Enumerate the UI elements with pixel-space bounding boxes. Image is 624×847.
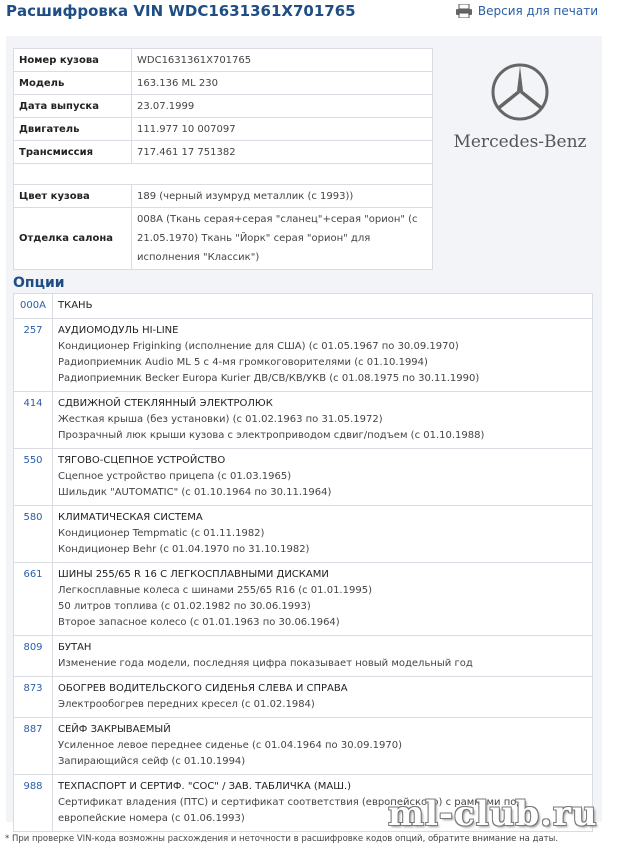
- option-code-link[interactable]: 257: [14, 319, 53, 392]
- spec-value: 163.136 ML 230: [132, 72, 433, 95]
- spec-value: 111.977 10 007097: [132, 118, 433, 141]
- option-description: [53, 506, 593, 563]
- option-code-link[interactable]: 809: [14, 636, 53, 677]
- option-detail: Сертификат владения (ПТС) и сертификат соответствия (европейского) с рамками под европейские номера (с 01.06.1993): [58, 797, 524, 824]
- option-description: [53, 449, 593, 506]
- option-title: ТКАНЬ: [58, 300, 93, 311]
- spec-spacer: [14, 164, 433, 185]
- option-detail: Запирающийся сейф (с 01.10.1994): [58, 756, 246, 767]
- spec-spacer-row: [14, 164, 433, 185]
- mercedes-benz-logo: [440, 62, 600, 172]
- spec-label: Цвет кузова: [14, 185, 132, 208]
- spec-row: [14, 141, 433, 164]
- spec-row: [14, 49, 433, 72]
- option-code-link[interactable]: 988: [14, 775, 53, 832]
- brand-name: Mercedes-Benz: [453, 132, 587, 152]
- option-row: [14, 506, 593, 563]
- vehicle-spec-table: [13, 48, 433, 270]
- option-detail: Второе запасное колесо (с 01.01.1963 по 30.06.1964): [58, 617, 340, 628]
- site-watermark: ml-club.ru: [388, 794, 598, 834]
- option-detail: Изменение года модели, последняя цифра показывает новый модельный год: [58, 658, 473, 669]
- option-title: ТЕХПАСПОРТ И СЕРТИФ. "СОС" / ЗАВ. ТАБЛИЧКА (МАШ.): [58, 781, 352, 792]
- option-title: ОБОГРЕВ ВОДИТЕЛЬСКОГО СИДЕНЬЯ СЛЕВА И СПРАВА: [58, 683, 348, 694]
- options-table: [13, 293, 593, 832]
- option-code-link[interactable]: 414: [14, 392, 53, 449]
- option-row: [14, 449, 593, 506]
- spec-row: [14, 208, 433, 270]
- spec-row: [14, 72, 433, 95]
- spec-value: 717.461 17 751382: [132, 141, 433, 164]
- mercedes-star-icon: [490, 62, 550, 122]
- spec-label: Номер кузова: [14, 49, 132, 72]
- spec-row: [14, 95, 433, 118]
- option-title: БУТАН: [58, 642, 92, 653]
- option-detail: Радиоприемник Audio ML 5 с 4-мя громкоговорителями (с 01.10.1994): [58, 357, 428, 368]
- option-row: [14, 294, 593, 319]
- option-description: [53, 392, 593, 449]
- option-detail: Сцепное устройство прицепа (с 01.03.1965): [58, 471, 292, 482]
- spec-value: WDC1631361X701765: [132, 49, 433, 72]
- option-code-link[interactable]: 873: [14, 677, 53, 718]
- print-version-link[interactable]: [455, 4, 598, 18]
- option-code-link[interactable]: 887: [14, 718, 53, 775]
- option-detail: Кондиционер Behr (с 01.04.1970 по 31.10.1982): [58, 544, 310, 555]
- option-code-link[interactable]: 550: [14, 449, 53, 506]
- option-detail: Кондиционер Friginking (исполнение для США) (с 01.05.1967 по 30.09.1970): [58, 341, 459, 352]
- option-row: [14, 636, 593, 677]
- print-version-label[interactable]: Версия для печати: [477, 4, 598, 18]
- spec-row: [14, 185, 433, 208]
- spec-label: Двигатель: [14, 118, 132, 141]
- option-title: КЛИМАТИЧЕСКАЯ СИСТЕМА: [58, 512, 203, 523]
- option-row: [14, 718, 593, 775]
- option-title: ТЯГОВО-СЦЕПНОЕ УСТРОЙСТВО: [58, 455, 226, 466]
- option-detail: Шильдик "AUTOMATIC" (с 01.10.1964 по 30.11.1964): [58, 487, 332, 498]
- option-row: [14, 563, 593, 636]
- printer-icon: [455, 4, 473, 18]
- spec-label: Трансмиссия: [14, 141, 132, 164]
- spec-row: [14, 118, 433, 141]
- option-code-link[interactable]: 580: [14, 506, 53, 563]
- spec-value: 189 (черный изумруд металлик (с 1993)): [132, 185, 433, 208]
- option-row: [14, 677, 593, 718]
- spec-value: 23.07.1999: [132, 95, 433, 118]
- option-detail: Электрообогрев передних кресел (с 01.02.1984): [58, 699, 315, 710]
- spec-value: 008A (Ткань серая+серая "сланец"+серая "орион" (с 21.05.1970) Ткань "Йорк" серая "орион" для исполнения "Классик"): [132, 208, 433, 270]
- option-description: [53, 563, 593, 636]
- option-row: [14, 319, 593, 392]
- spec-label: Модель: [14, 72, 132, 95]
- option-detail: Прозрачный люк крыши кузова с электроприводом сдвиг/подъем (с 01.10.1988): [58, 430, 485, 441]
- option-title: АУДИОМОДУЛЬ HI-LINE: [58, 325, 179, 336]
- page-title: Расшифровка VIN WDC1631361X701765: [6, 2, 356, 20]
- option-description: [53, 677, 593, 718]
- option-description: [53, 319, 593, 392]
- option-title: ШИНЫ 255/65 R 16 С ЛЕГКОСПЛАВНЫМИ ДИСКАМИ: [58, 569, 329, 580]
- option-detail: Радиоприемник Becker Europa Kurier ДВ/СВ/КВ/УКВ (с 01.08.1975 по 30.11.1990): [58, 373, 480, 384]
- option-title: СЕЙФ ЗАКРЫВАЕМЫЙ: [58, 724, 171, 735]
- option-detail: Кондиционер Tempmatic (с 01.11.1982): [58, 528, 265, 539]
- option-detail: Жесткая крыша (без установки) (с 01.02.1963 по 31.05.1972): [58, 414, 383, 425]
- spec-label: Дата выпуска: [14, 95, 132, 118]
- option-detail: 50 литров топлива (с 01.02.1982 по 30.06.1993): [58, 601, 311, 612]
- option-row: [14, 392, 593, 449]
- option-code-link[interactable]: 000A: [14, 294, 53, 319]
- option-detail: Легкосплавные колеса с шинами 255/65 R16 (с 01.01.1995): [58, 585, 372, 596]
- option-code-link[interactable]: 661: [14, 563, 53, 636]
- option-detail: Усиленное левое переднее сиденье (с 01.04.1964 по 30.09.1970): [58, 740, 403, 751]
- option-description: [53, 636, 593, 677]
- option-description: [53, 294, 593, 319]
- options-heading: Опции: [13, 275, 65, 291]
- spec-label: Отделка салона: [14, 208, 132, 270]
- option-description: [53, 718, 593, 775]
- footer-note: * При проверке VIN-кода возможны расхождения и неточности в расшифровке кодов опций, обратите внимание на даты.: [5, 834, 559, 844]
- option-title: СДВИЖНОЙ СТЕКЛЯННЫЙ ЭЛЕКТРОЛЮК: [58, 398, 273, 409]
